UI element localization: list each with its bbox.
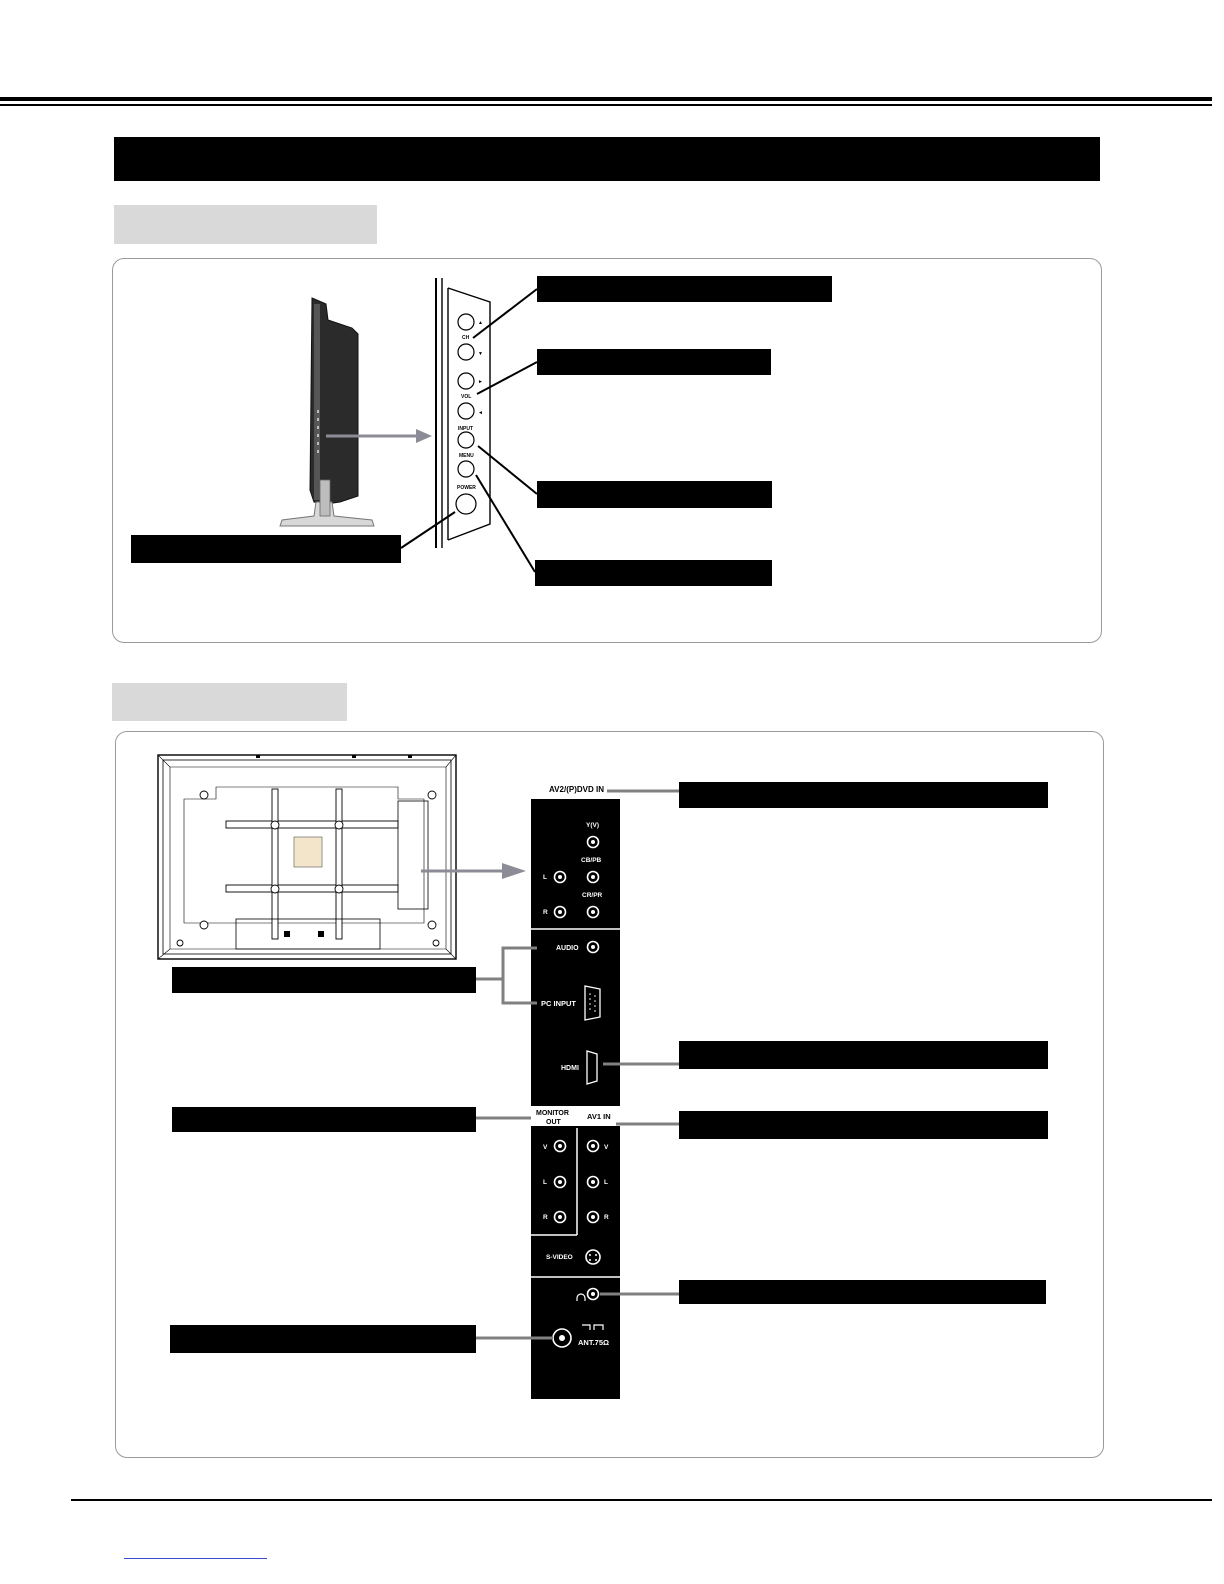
menu-label: MENU [459, 453, 474, 459]
av1-l-label: L [604, 1179, 608, 1186]
callout-av2-dvd-in [679, 782, 1048, 808]
monitor-out-label-1: MONITOR [536, 1110, 569, 1117]
mon-l-label: L [543, 1179, 547, 1186]
y-label: Y(V) [586, 822, 599, 829]
ch-down-label: ▼ [478, 351, 483, 357]
audio-label: AUDIO [556, 945, 579, 952]
callout-pc-input [172, 967, 476, 993]
footer-rule [71, 1499, 1212, 1501]
monitor-out-label-2: OUT [546, 1119, 561, 1126]
ch-label: CH [462, 335, 470, 341]
input-label: INPUT [458, 426, 473, 432]
mon-v-label: V [543, 1144, 548, 1151]
callout-vol-buttons [537, 349, 771, 375]
callout-av1-in [679, 1111, 1048, 1139]
footer-link-underline[interactable] [124, 1558, 267, 1559]
power-label: POWER [457, 485, 476, 491]
av2-r-label: R [543, 909, 548, 916]
vol-right-label: ► [478, 379, 483, 385]
cr-label: CR/PR [582, 892, 603, 899]
vol-left-label: ◄ [478, 410, 483, 416]
callout-headphone [679, 1280, 1046, 1304]
callout-monitor-out [172, 1107, 476, 1132]
callout-antenna [170, 1325, 476, 1353]
callout-menu-button [535, 560, 772, 586]
av1-in-label: AV1 IN [587, 1112, 611, 1121]
ch-up-label: ▲ [478, 320, 483, 326]
cb-label: CB/PB [581, 857, 602, 864]
mon-r-label: R [543, 1214, 548, 1221]
ant-label: ANT.75Ω [578, 1338, 610, 1347]
av1-v-label: V [604, 1144, 609, 1151]
pc-input-label: PC INPUT [541, 999, 577, 1008]
callout-hdmi [679, 1041, 1048, 1069]
vol-label: VOL [461, 394, 472, 400]
hdmi-label: HDMI [561, 1065, 579, 1072]
callout-power-button [131, 535, 401, 563]
av2-in-label: AV2/(P)DVD IN [549, 785, 604, 794]
av1-r-label: R [604, 1214, 609, 1221]
s-video-label: S-VIDEO [546, 1254, 573, 1261]
callout-input-button [537, 481, 772, 508]
av2-l-label: L [543, 874, 547, 881]
callout-ch-buttons [537, 276, 832, 302]
